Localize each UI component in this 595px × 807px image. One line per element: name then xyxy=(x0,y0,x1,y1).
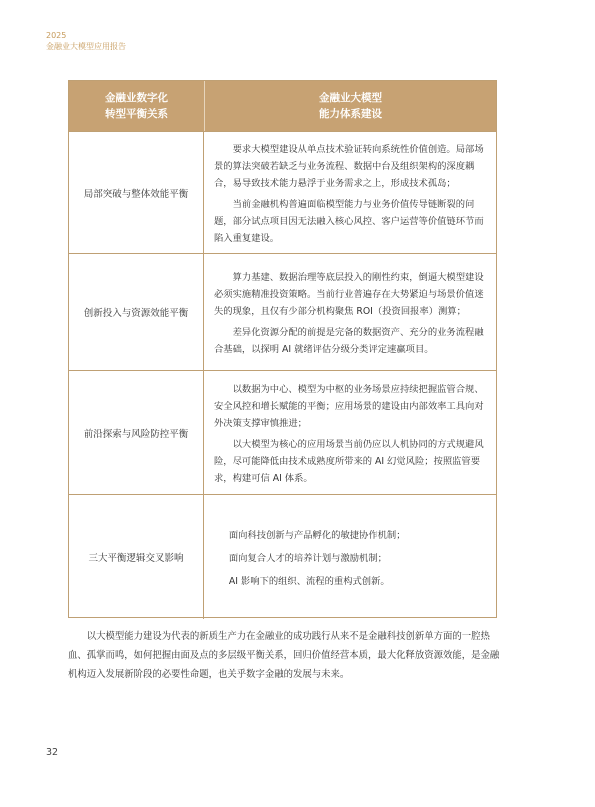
row-label: 局部突破与整体效能平衡 xyxy=(69,132,204,253)
row-paragraph: 要求大模型建设从单点技术验证转向系统性价值创造。局部场景的算法突破若缺乏与业务流程、数据中台及组织架构的深度耦合，易导致技术能力悬浮于业务需求之上，形成技术孤岛； xyxy=(214,143,484,189)
header-col2-line2: 能力体系建设 xyxy=(319,108,382,120)
row-content xyxy=(204,495,496,619)
row-content xyxy=(204,254,496,370)
row-content xyxy=(204,371,496,494)
row-paragraph: 差异化资源分配的前提是完备的数据资产、充分的业务流程融合基础，以探明 AI 就绪评估分级分类评定速赢项目。 xyxy=(214,326,484,355)
table-header-col1 xyxy=(69,81,205,131)
table-header-col2 xyxy=(205,81,496,131)
balance-table xyxy=(68,80,497,618)
row-list-item: 面向复合人才的培养计划与激励机制； xyxy=(228,552,387,564)
row-paragraph: 当前金融机构普遍面临模型能力与业务价值传导链断裂的问题，部分试点项目因无法融入核心风控、客户运营等价值链环节而陷入重复建设。 xyxy=(214,198,484,244)
table-header-row xyxy=(69,81,496,131)
table-row xyxy=(69,370,496,494)
header-col1-line1: 金融业数字化 xyxy=(105,92,168,104)
running-header xyxy=(46,30,126,52)
row-paragraph: 以数据为中心、模型为中枢的业务场景应持续把握监管合规、安全风控和增长赋能的平衡；应用场景的建设由内部效率工具向对外决策支撑审慎推进； xyxy=(214,383,484,429)
body-paragraph: 以大模型能力建设为代表的新质生产力在金融业的成功践行从来不是金融科技创新单方面的一腔热血、孤掌而鸣，如何把握由面及点的多层级平衡关系，回归价值经营本质，最大化释放资源效能，是金融机构迈入发展新阶段的必要性命题，也关乎数字金融的发展与未来。 xyxy=(68,631,500,680)
row-paragraph: 算力基建、数据治理等底层投入的刚性约束，倒逼大模型建设必须实施精准投资策略。当前行业普遍存在大势紧迫与场景价值迷失的现象，且仅有少部分机构聚焦 ROI（投资回报率）测算； xyxy=(214,271,484,317)
table-row xyxy=(69,494,496,619)
header-year: 2025 xyxy=(46,31,67,40)
row-label: 三大平衡逻辑交叉影响 xyxy=(69,495,204,619)
row-list-item: AI 影响下的组织、流程的重构式创新。 xyxy=(228,575,390,587)
header-col1-line2: 转型平衡关系 xyxy=(105,108,168,120)
header-col2-line1: 金融业大模型 xyxy=(319,92,382,104)
row-list-item: 面向科技创新与产品孵化的敏捷协作机制； xyxy=(228,529,406,541)
table-row xyxy=(69,253,496,370)
header-report-title: 金融业大模型应用报告 xyxy=(46,42,126,51)
table-row xyxy=(69,131,496,253)
row-content xyxy=(204,132,496,253)
row-paragraph: 以大模型为核心的应用场景当前仍应以人机协同的方式规避风险，尽可能降低由技术成熟度所带来的 AI 幻觉风险；按照监管要求，构建可信 AI 体系。 xyxy=(214,438,484,484)
row-label: 前沿探索与风险防控平衡 xyxy=(69,371,204,494)
page-number: 32 xyxy=(46,747,59,758)
row-label: 创新投入与资源效能平衡 xyxy=(69,254,204,370)
